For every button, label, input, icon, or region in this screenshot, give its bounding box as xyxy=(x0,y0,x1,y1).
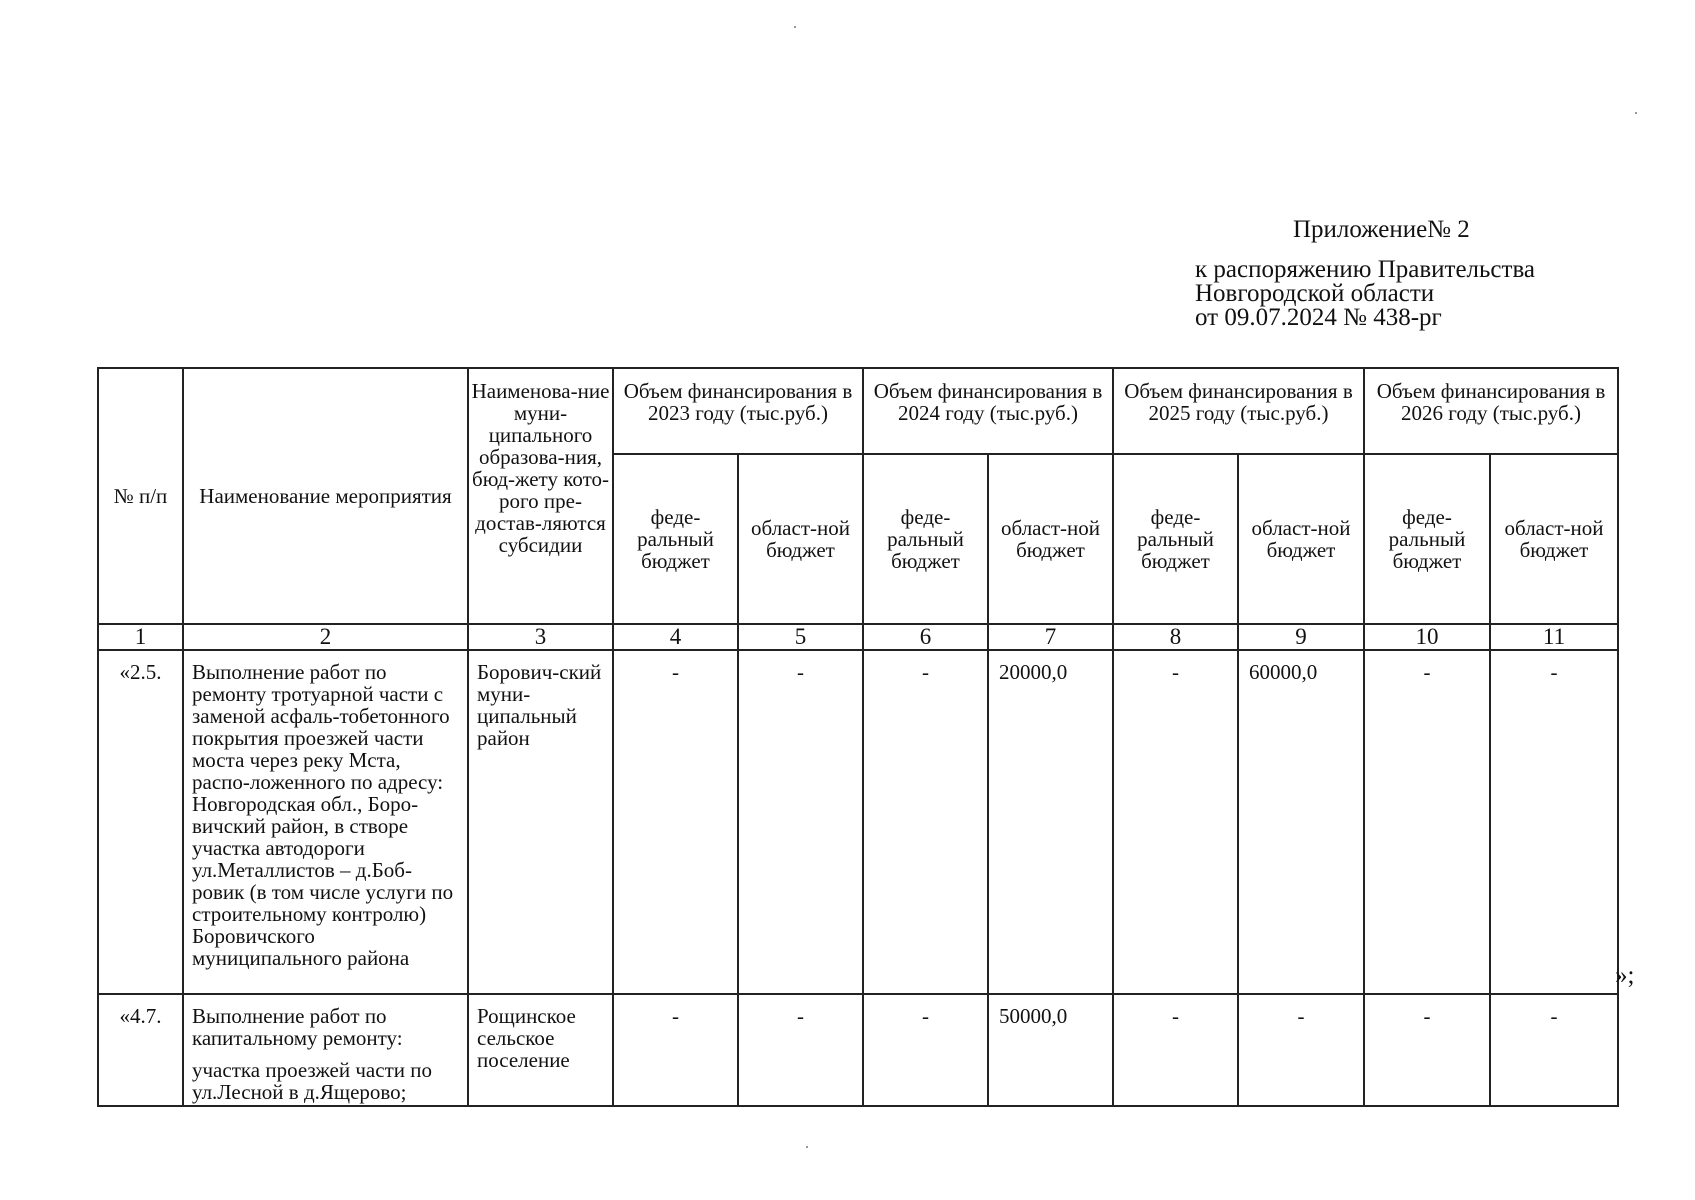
col-number: 5 xyxy=(738,624,863,650)
row-num: «4.7. xyxy=(98,994,183,1106)
row-value: - xyxy=(1364,650,1490,994)
header-federal-2025: феде-ральный бюджет xyxy=(1113,454,1238,624)
header-num: № п/п xyxy=(98,368,183,624)
row-value: - xyxy=(738,994,863,1106)
row-event xyxy=(183,994,468,1106)
row-municipality: Рощинское сельское поселение xyxy=(468,994,613,1106)
row-municipality: Борович-ский муни-ципальный район xyxy=(468,650,613,994)
header-federal-2023: феде-ральный бюджет xyxy=(613,454,738,624)
table-row xyxy=(98,650,1618,994)
col-number: 1 xyxy=(98,624,183,650)
row-event-text: Выполнение работ по капитальному ремонту: xyxy=(192,1004,403,1050)
table-row xyxy=(98,994,1618,1106)
funding-table xyxy=(97,367,1619,1107)
appendix-title: Приложение№ 2 xyxy=(1293,216,1470,243)
row-value: - xyxy=(1490,994,1618,1106)
row-value: - xyxy=(613,994,738,1106)
row-value: - xyxy=(1113,650,1238,994)
row-value: 50000,0 xyxy=(988,994,1113,1106)
header-volume-2024: Объем финансирования в 2024 году (тыс.руб.) xyxy=(863,368,1113,454)
header-regional-2024: област-ной бюджет xyxy=(988,454,1113,624)
row-event-subtext: участка проезжей части по ул.Лесной в д.Ящерово; xyxy=(192,1058,432,1104)
col-number: 10 xyxy=(1364,624,1490,650)
col-number: 6 xyxy=(863,624,988,650)
scan-speck xyxy=(806,1146,808,1148)
header-regional-2023: област-ной бюджет xyxy=(738,454,863,624)
row-event xyxy=(183,650,468,994)
row-value: - xyxy=(1238,994,1364,1106)
header-volume-2025: Объем финансирования в 2025 году (тыс.руб.) xyxy=(1113,368,1364,454)
col-number: 4 xyxy=(613,624,738,650)
header-regional-2025: област-ной бюджет xyxy=(1238,454,1364,624)
header-volume-2026: Объем финансирования в 2026 году (тыс.руб.) xyxy=(1364,368,1618,454)
row-value: - xyxy=(1113,994,1238,1106)
header-regional-2026: област-ной бюджет xyxy=(1490,454,1618,624)
header-federal-2024: феде-ральный бюджет xyxy=(863,454,988,624)
row-num: «2.5. xyxy=(98,650,183,994)
col-number: 3 xyxy=(468,624,613,650)
header-municipality: Наименова-ние муни-ципального образова-ния, бюд-жету кото-рого пре-достав-ляются субсидии xyxy=(468,368,613,624)
scan-speck xyxy=(794,26,796,28)
col-number: 9 xyxy=(1238,624,1364,650)
col-number: 7 xyxy=(988,624,1113,650)
column-number-row xyxy=(98,624,1618,650)
closing-quote-mark: »; xyxy=(1615,962,1635,989)
header-federal-2026: феде-ральный бюджет xyxy=(1364,454,1490,624)
row-value: - xyxy=(863,994,988,1106)
header-line-date: от 09.07.2024 № 438-рг xyxy=(1195,304,1442,331)
row-value: - xyxy=(738,650,863,994)
row-value: - xyxy=(613,650,738,994)
row-value: - xyxy=(1364,994,1490,1106)
row-value: - xyxy=(863,650,988,994)
col-number: 11 xyxy=(1490,624,1618,650)
row-event-text: Выполнение работ по ремонту тротуарной части с заменой асфаль-тобетонного покрытия проезжей части моста через реку Мста, распо-ложенного по адресу: Новгородская обл., Боро-вичский район, в створе участка автодороги ул.Металлистов – д.Боб-ровик (в том числе услуги по строительному контролю) Боровичского муниципального района xyxy=(192,660,454,970)
row-value: 20000,0 xyxy=(988,650,1113,994)
header-line-region: Новгородской области xyxy=(1195,280,1435,307)
header-volume-2023: Объем финансирования в 2023 году (тыс.руб.) xyxy=(613,368,863,454)
header-event: Наименование мероприятия xyxy=(183,368,468,624)
col-number: 8 xyxy=(1113,624,1238,650)
header-line-order: к распоряжению Правительства xyxy=(1195,256,1536,283)
table-header-row-1 xyxy=(98,368,1618,454)
row-value: 60000,0 xyxy=(1238,650,1364,994)
scan-speck xyxy=(1635,112,1637,114)
row-value: - xyxy=(1490,650,1618,994)
document-header xyxy=(1195,218,1665,330)
col-number: 2 xyxy=(183,624,468,650)
